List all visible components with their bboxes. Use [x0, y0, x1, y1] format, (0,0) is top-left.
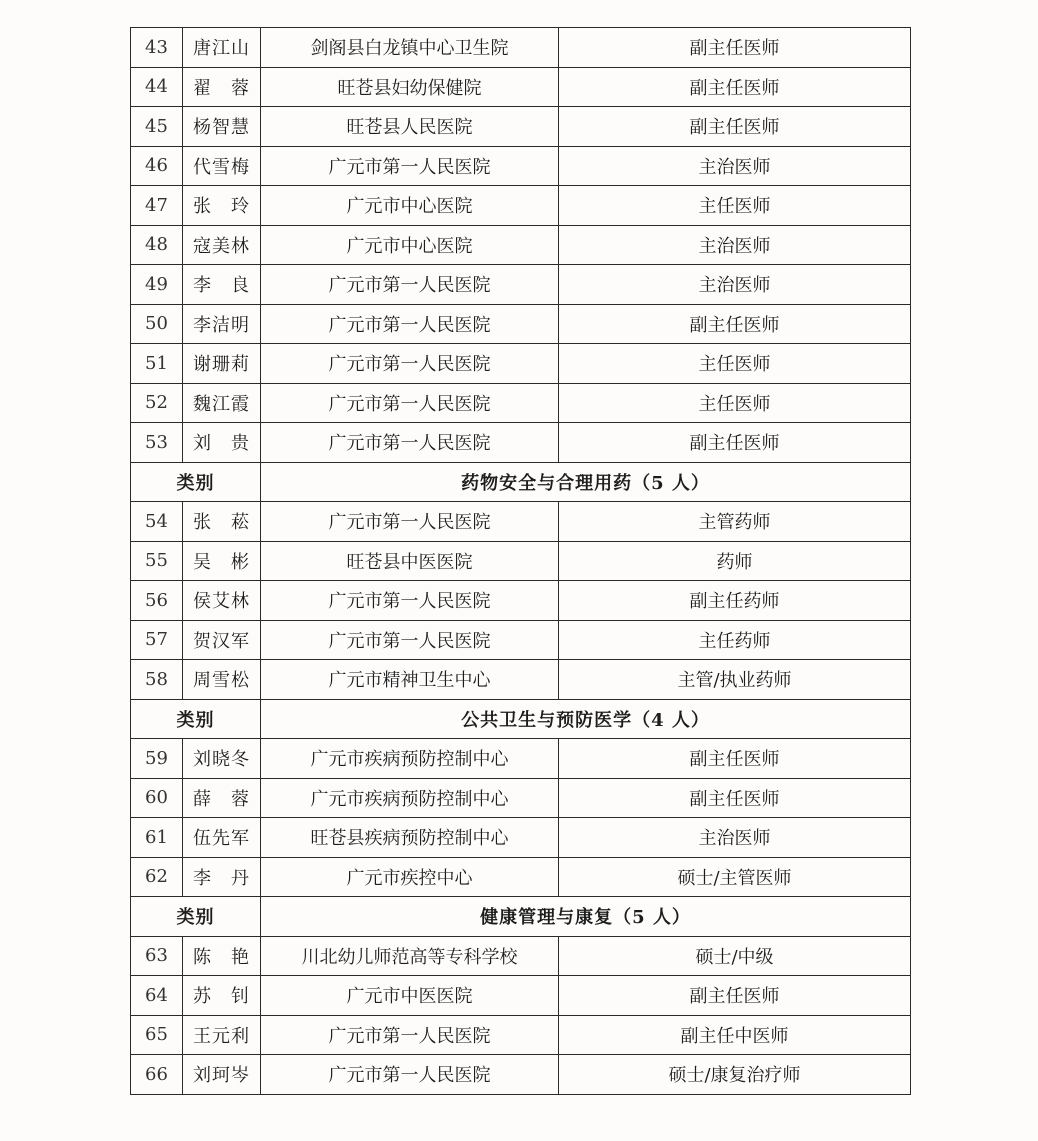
table-row [131, 660, 911, 700]
professional-title: 主管药师 [559, 502, 911, 542]
person-name: 李 丹 [183, 857, 261, 897]
table-row [131, 818, 911, 858]
organization: 广元市第一人民医院 [261, 502, 559, 542]
row-number: 55 [131, 541, 183, 581]
category-row [131, 897, 911, 937]
professional-title: 主任医师 [559, 186, 911, 226]
professional-title: 硕士/主管医师 [559, 857, 911, 897]
person-name: 周雪松 [183, 660, 261, 700]
person-name: 寇美林 [183, 225, 261, 265]
row-number: 58 [131, 660, 183, 700]
professional-title: 副主任医师 [559, 304, 911, 344]
organization: 广元市第一人民医院 [261, 1055, 559, 1095]
category-label: 类别 [131, 897, 261, 937]
organization: 广元市第一人民医院 [261, 304, 559, 344]
professional-title: 副主任中医师 [559, 1015, 911, 1055]
table-row [131, 976, 911, 1016]
expert-roster-table [130, 27, 911, 1095]
category-title: 药物安全与合理用药（5 人） [261, 462, 911, 502]
organization: 广元市精神卫生中心 [261, 660, 559, 700]
category-row [131, 462, 911, 502]
person-name: 薛 蓉 [183, 778, 261, 818]
category-title: 健康管理与康复（5 人） [261, 897, 911, 937]
table-row [131, 620, 911, 660]
organization: 川北幼儿师范高等专科学校 [261, 936, 559, 976]
row-number: 51 [131, 344, 183, 384]
organization: 广元市疾病预防控制中心 [261, 739, 559, 779]
person-name: 李 良 [183, 265, 261, 305]
person-name: 陈 艳 [183, 936, 261, 976]
organization: 旺苍县疾病预防控制中心 [261, 818, 559, 858]
person-name: 张 玲 [183, 186, 261, 226]
table-row [131, 186, 911, 226]
organization: 广元市疾控中心 [261, 857, 559, 897]
organization: 广元市第一人民医院 [261, 1015, 559, 1055]
roster-body [131, 28, 911, 1095]
organization: 广元市第一人民医院 [261, 344, 559, 384]
professional-title: 主治医师 [559, 225, 911, 265]
table-row [131, 265, 911, 305]
row-number: 46 [131, 146, 183, 186]
person-name: 代雪梅 [183, 146, 261, 186]
professional-title: 主治医师 [559, 265, 911, 305]
organization: 旺苍县中医医院 [261, 541, 559, 581]
organization: 广元市中心医院 [261, 186, 559, 226]
table-row [131, 383, 911, 423]
organization: 广元市中心医院 [261, 225, 559, 265]
row-number: 53 [131, 423, 183, 463]
table-row [131, 541, 911, 581]
table-row [131, 1055, 911, 1095]
professional-title: 副主任医师 [559, 976, 911, 1016]
table-row [131, 28, 911, 68]
person-name: 张 菘 [183, 502, 261, 542]
row-number: 59 [131, 739, 183, 779]
organization: 广元市中医医院 [261, 976, 559, 1016]
row-number: 66 [131, 1055, 183, 1095]
row-number: 54 [131, 502, 183, 542]
professional-title: 硕士/中级 [559, 936, 911, 976]
table-row [131, 304, 911, 344]
person-name: 贺汉军 [183, 620, 261, 660]
row-number: 44 [131, 67, 183, 107]
table-row [131, 423, 911, 463]
person-name: 刘晓冬 [183, 739, 261, 779]
person-name: 吴 彬 [183, 541, 261, 581]
professional-title: 副主任医师 [559, 423, 911, 463]
organization: 广元市第一人民医院 [261, 265, 559, 305]
professional-title: 硕士/康复治疗师 [559, 1055, 911, 1095]
table-row [131, 502, 911, 542]
category-label: 类别 [131, 699, 261, 739]
professional-title: 副主任医师 [559, 28, 911, 68]
person-name: 侯艾林 [183, 581, 261, 621]
person-name: 唐江山 [183, 28, 261, 68]
row-number: 64 [131, 976, 183, 1016]
row-number: 43 [131, 28, 183, 68]
row-number: 49 [131, 265, 183, 305]
category-row [131, 699, 911, 739]
professional-title: 主治医师 [559, 146, 911, 186]
professional-title: 副主任医师 [559, 107, 911, 147]
table-row [131, 739, 911, 779]
professional-title: 副主任药师 [559, 581, 911, 621]
row-number: 61 [131, 818, 183, 858]
row-number: 48 [131, 225, 183, 265]
row-number: 57 [131, 620, 183, 660]
professional-title: 副主任医师 [559, 67, 911, 107]
person-name: 伍先军 [183, 818, 261, 858]
professional-title: 主管/执业药师 [559, 660, 911, 700]
table-row [131, 146, 911, 186]
organization: 剑阁县白龙镇中心卫生院 [261, 28, 559, 68]
professional-title: 副主任医师 [559, 778, 911, 818]
organization: 广元市第一人民医院 [261, 620, 559, 660]
row-number: 62 [131, 857, 183, 897]
person-name: 谢珊莉 [183, 344, 261, 384]
table-row [131, 67, 911, 107]
row-number: 56 [131, 581, 183, 621]
professional-title: 药师 [559, 541, 911, 581]
person-name: 翟 蓉 [183, 67, 261, 107]
table-row [131, 1015, 911, 1055]
person-name: 刘 贵 [183, 423, 261, 463]
professional-title: 主任医师 [559, 344, 911, 384]
professional-title: 主任医师 [559, 383, 911, 423]
category-label: 类别 [131, 462, 261, 502]
table-row [131, 107, 911, 147]
row-number: 60 [131, 778, 183, 818]
organization: 旺苍县妇幼保健院 [261, 67, 559, 107]
table-row [131, 581, 911, 621]
person-name: 刘珂岑 [183, 1055, 261, 1095]
person-name: 杨智慧 [183, 107, 261, 147]
person-name: 魏江霞 [183, 383, 261, 423]
row-number: 52 [131, 383, 183, 423]
person-name: 王元利 [183, 1015, 261, 1055]
category-title: 公共卫生与预防医学（4 人） [261, 699, 911, 739]
professional-title: 主治医师 [559, 818, 911, 858]
person-name: 李洁明 [183, 304, 261, 344]
professional-title: 主任药师 [559, 620, 911, 660]
organization: 广元市第一人民医院 [261, 146, 559, 186]
table-row [131, 778, 911, 818]
professional-title: 副主任医师 [559, 739, 911, 779]
organization: 广元市第一人民医院 [261, 581, 559, 621]
person-name: 苏 钊 [183, 976, 261, 1016]
row-number: 47 [131, 186, 183, 226]
row-number: 45 [131, 107, 183, 147]
row-number: 63 [131, 936, 183, 976]
row-number: 65 [131, 1015, 183, 1055]
organization: 广元市第一人民医院 [261, 383, 559, 423]
table-row [131, 344, 911, 384]
organization: 旺苍县人民医院 [261, 107, 559, 147]
organization: 广元市第一人民医院 [261, 423, 559, 463]
table-row [131, 857, 911, 897]
table-row [131, 225, 911, 265]
row-number: 50 [131, 304, 183, 344]
table-row [131, 936, 911, 976]
organization: 广元市疾病预防控制中心 [261, 778, 559, 818]
